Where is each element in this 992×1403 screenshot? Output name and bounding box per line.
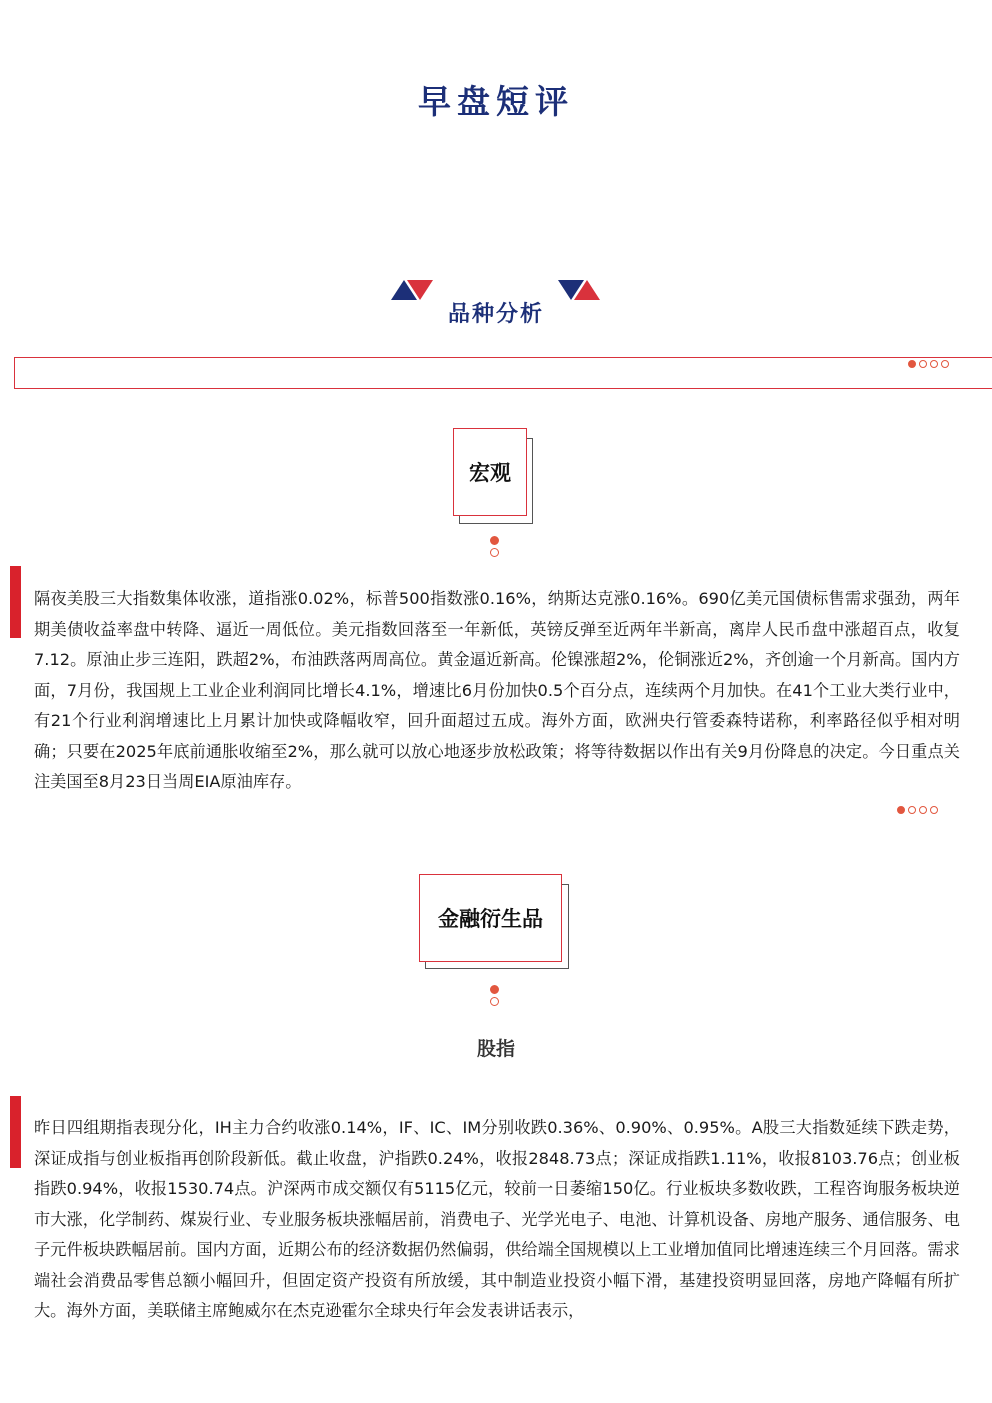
dot-filled <box>490 536 499 545</box>
page-title: 早盘短评 <box>418 82 574 121</box>
derivatives-label: 金融衍生品 <box>419 874 562 962</box>
dot-empty <box>930 806 938 814</box>
vertical-dots-icon <box>490 536 499 557</box>
dot-filled <box>490 985 499 994</box>
dot-empty <box>930 360 938 368</box>
dot-indicator-icon <box>908 360 949 368</box>
dot-filled <box>908 360 916 368</box>
dot-empty <box>941 360 949 368</box>
vertical-dots-icon <box>490 985 499 1006</box>
macro-label-box <box>453 428 535 524</box>
dot-empty <box>908 806 916 814</box>
paragraph-accent-bar <box>10 1096 21 1168</box>
dot-empty <box>490 997 499 1006</box>
paragraph-accent-bar <box>10 566 21 638</box>
dot-empty <box>919 360 927 368</box>
section-divider-frame <box>14 357 992 389</box>
sub-heading: 股指 <box>476 1038 515 1060</box>
macro-paragraph: 隔夜美股三大指数集体收涨，道指涨0.02%，标普500指数涨0.16%，纳斯达克涨0.16%。690亿美元国债标售需求强劲，两年期美债收益率盘中转降、逼近一周低位。美元指数回落至一年新低，英镑反弹至近两年半新高，离岸人民币盘中涨超百点，收复7.12。原油止步三连阳，跌超2%，布油跌落两周高位。黄金逼近新高。伦镍涨超2%，伦铜涨近2%，齐创逾一个月新高。国内方面，7月份，我国规上工业企业利润同比增长4.1%，增速比6月份加快0.5个百分点，连续两个月加快。在41个工业大类行业中，有21个行业利润增速比上月累计加快或降幅收窄，回升面超过五成。海外方面，欧洲央行管委森特诺称，利率路径似乎相对明确；只要在2025年底前通胀收缩至2%，那么就可以放心地逐步放松政策；将等待数据以作出有关9月份降息的决定。今日重点关注美国至8月23日当周EIA原油库存。 <box>34 589 960 791</box>
dot-empty <box>490 548 499 557</box>
derivatives-label-box <box>419 874 571 970</box>
dot-filled <box>897 806 905 814</box>
dot-empty <box>919 806 927 814</box>
dot-indicator-icon <box>897 806 938 814</box>
macro-label: 宏观 <box>453 428 527 516</box>
section-title: 品种分析 <box>447 302 544 327</box>
derivatives-paragraph: 昨日四组期指表现分化，IH主力合约收涨0.14%，IF、IC、IM分别收跌0.36%、0.90%、0.95%。A股三大指数延续下跌走势，深证成指与创业板指再创阶段新低。截止收盘，沪指跌0.24%，收报2848.73点；深证成指跌1.11%，收报8103.76点；创业板指跌0.94%，收报1530.74点。沪深两市成交额仅有5115亿元，较前一日萎缩150亿。行业板块多数收跌，工程咨询服务板块逆市大涨，化学制药、煤炭行业、专业服务板块涨幅居前，消费电子、光学光电子、电池、计算机设备、房地产服务、通信服务、电子元件板块跌幅居前。国内方面，近期公布的经济数据仍然偏弱，供给端全国规模以上工业增加值同比增速连续三个月回落。需求端社会消费品零售总额小幅回升，但固定资产投资有所放缓，其中制造业投资小幅下滑，基建投资明显回落，房地产降幅有所扩大。海外方面，美联储主席鲍威尔在杰克逊霍尔全球央行年会发表讲话表示， <box>34 1118 960 1320</box>
